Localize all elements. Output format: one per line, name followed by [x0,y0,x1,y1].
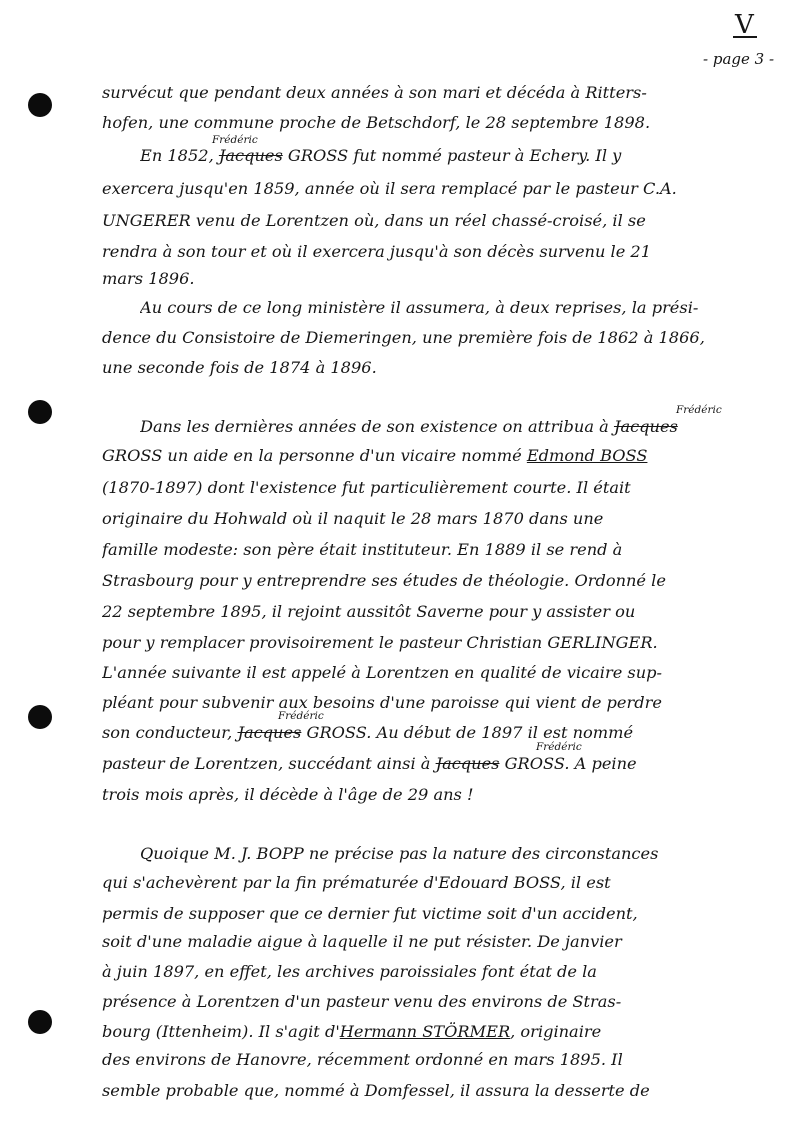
page-number: - page 3 - [703,50,775,68]
text-line: exercera jusqu'en 1859, année où il sera remplacé par le pasteur C.A. [102,179,677,198]
text-line: Au cours de ce long ministère il assumera, à deux reprises, la prési- [140,298,699,317]
handwritten-correction: Frédéric [536,741,582,753]
text-line: présence à Lorentzen d'un pasteur venu des environs de Stras- [102,992,622,1011]
text-line: famille modeste: son père était instituteur. En 1889 il se rend à [102,540,623,559]
struck-name: Jacques [218,146,283,165]
text-line: dence du Consistoire de Diemeringen, une première fois de 1862 à 1866, [102,328,705,347]
text-line: qui s'achevèrent par la fin prématurée d'Edouard BOSS, il est [102,873,611,892]
text-line: originaire du Hohwald où il naquit le 28 mars 1870 dans une [102,509,604,528]
text-line: hofen, une commune proche de Betschdorf, le 28 septembre 1898. [102,113,651,132]
text-line: Quoique M. J. BOPP ne précise pas la nature des circonstances [140,844,659,863]
handwritten-correction: Frédéric [212,134,258,146]
text-segment: En 1852, [140,146,219,165]
roman-numeral: V [735,10,755,40]
text-line: une seconde fois de 1874 à 1896. [102,358,377,377]
underlined-name: Edmond BOSS [526,446,648,465]
text-segment: GROSS un aide en la personne d'un vicaire nommé [102,446,527,465]
text-line: pléant pour subvenir aux besoins d'une paroisse qui vient de perdre [102,693,662,712]
text-line [140,145,792,167]
text-segment: Dans les dernières années de son existence on attribua à [140,417,614,436]
text-line: pour y remplacer provisoirement le pasteur Christian GERLINGER. [102,633,658,652]
struck-name: Jacques [613,417,678,436]
text-line: Strasbourg pour y entreprendre ses études de théologie. Ordonné le [102,571,666,590]
text-line: L'année suivante il est appelé à Lorentzen en qualité de vicaire sup- [102,663,662,682]
text-line [102,1021,792,1043]
underlined-name: Hermann STÖRMER [339,1022,511,1041]
text-segment: bourg (Ittenheim). Il s'agit d' [102,1022,340,1041]
text-line: (1870-1897) dont l'existence fut particulièrement courte. Il était [102,478,631,497]
punch-hole [28,400,52,424]
punch-hole [28,1010,52,1034]
struck-name: Jacques [435,754,500,773]
text-segment: GROSS. Au début de 1897 il est nommé [301,723,634,742]
text-line [102,445,792,467]
text-line: à juin 1897, en effet, les archives paroissiales font état de la [102,962,597,981]
text-line: trois mois après, il décède à l'âge de 29 ans ! [102,785,474,804]
handwritten-correction: Frédéric [676,404,722,416]
punch-hole [28,93,52,117]
struck-name: Jacques [237,723,302,742]
text-segment: , originaire [510,1022,602,1041]
text-line: semble probable que, nommé à Domfessel, il assura la desserte de [102,1081,650,1100]
text-line: 22 septembre 1895, il rejoint aussitôt Saverne pour y assister ou [102,602,636,621]
text-line: mars 1896. [102,269,195,288]
handwritten-correction: Frédéric [278,710,324,722]
text-line: permis de supposer que ce dernier fut victime soit d'un accident, [102,904,638,923]
text-line [102,753,792,775]
text-line: soit d'une maladie aigue à laquelle il ne put résister. De janvier [102,932,622,951]
punch-hole [28,705,52,729]
text-line: rendra à son tour et où il exercera jusqu'à son décès survenu le 21 [102,242,652,261]
text-segment: GROSS fut nommé pasteur à Echery. Il y [282,146,622,165]
text-line: survécut que pendant deux années à son mari et décéda à Ritters- [102,83,647,102]
text-line: des environs de Hanovre, récemment ordonné en mars 1895. Il [102,1050,623,1069]
text-line: UNGERER venu de Lorentzen où, dans un réel chassé-croisé, il se [102,211,646,230]
text-line [140,416,792,438]
text-line [102,722,792,744]
text-segment: pasteur de Lorentzen, succédant ainsi à [102,754,436,773]
text-segment: son conducteur, [102,723,238,742]
text-segment: GROSS. A peine [499,754,637,773]
